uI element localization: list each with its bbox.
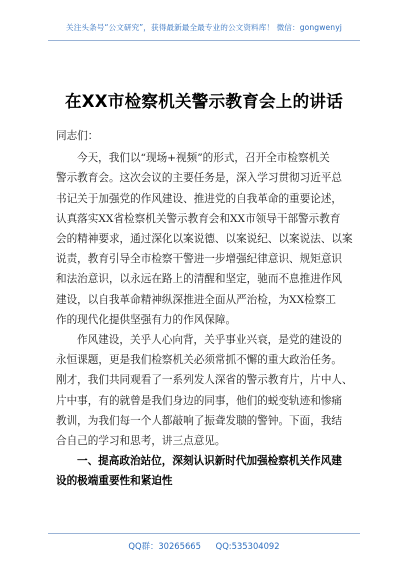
paragraph-line: 建设，以自我革命精神纵深推进全面从严治检，为XX检察工 xyxy=(56,293,336,306)
paragraph-line: 警示教育会。这次会议的主要任务是，深入学习贯彻习近平总 xyxy=(56,172,343,185)
paragraph-line: 片中事，有的就曾是我们身边的同事，他们的蜕变轨迹和惨痛 xyxy=(56,394,343,407)
qq-group-text: QQ群：30265665 xyxy=(128,541,201,551)
paragraph-1 xyxy=(56,148,356,330)
paragraph-line: 说责，教育引导全市检察干警进一步增强纪律意识、规矩意识 xyxy=(56,253,343,266)
header-note: 关注头条号“公文研究”，获得最新最全最专业的公文资料库！ 微信：gongwenyj xyxy=(66,23,342,32)
qq-text: QQ:535304092 xyxy=(215,541,280,551)
heading-line: 设的极端重要性和紧迫性 xyxy=(56,475,173,488)
header-divider xyxy=(48,40,360,41)
paragraph-line: 会的精神要求，通过深化以案说德、以案说纪、以案说法、以案 xyxy=(56,233,353,246)
paragraph-line: 书记关于加强党的作风建设、推进党的自我革命的重要论述， xyxy=(56,192,343,205)
salutation: 同志们： xyxy=(56,130,99,142)
document-body xyxy=(56,126,356,492)
paragraph-line: 和法治意识，以永远在路上的清醒和坚定，驰而不息推进作风 xyxy=(56,273,343,286)
paragraph-line: 永恒课题，更是我们检察机关必须常抓不懈的重大政治任务。 xyxy=(56,354,343,367)
section-heading-1 xyxy=(56,451,356,491)
paragraph-line: 今天，我们以“现场+视频”的形式，召开全市检察机关 xyxy=(77,152,330,165)
paragraph-line: 认真落实XX省检察机关警示教育会和XX市领导干部警示教育 xyxy=(56,212,341,225)
paragraph-2 xyxy=(56,330,356,451)
document-title: 在XX市检察机关警示教育会上的讲话 xyxy=(64,92,344,111)
paragraph-line: 教训，为我们每一个人都敲响了振聋发聩的警钟。下面，我结 xyxy=(56,414,343,427)
paragraph-line: 作的现代化提供坚强有力的作风保障。 xyxy=(56,313,237,326)
paragraph-line: 作风建设，关乎人心向背，关乎事业兴衰，是党的建设的 xyxy=(77,334,342,347)
paragraph-line: 刚才，我们共同观看了一系列发人深省的警示教育片，片中人、 xyxy=(56,374,353,387)
footer-divider xyxy=(48,533,360,534)
footer xyxy=(0,540,408,552)
heading-line: 一、提高政治站位，深刻认识新时代加强检察机关作风建 xyxy=(77,455,342,468)
paragraph-line: 合自己的学习和思考，讲三点意见。 xyxy=(56,435,226,448)
